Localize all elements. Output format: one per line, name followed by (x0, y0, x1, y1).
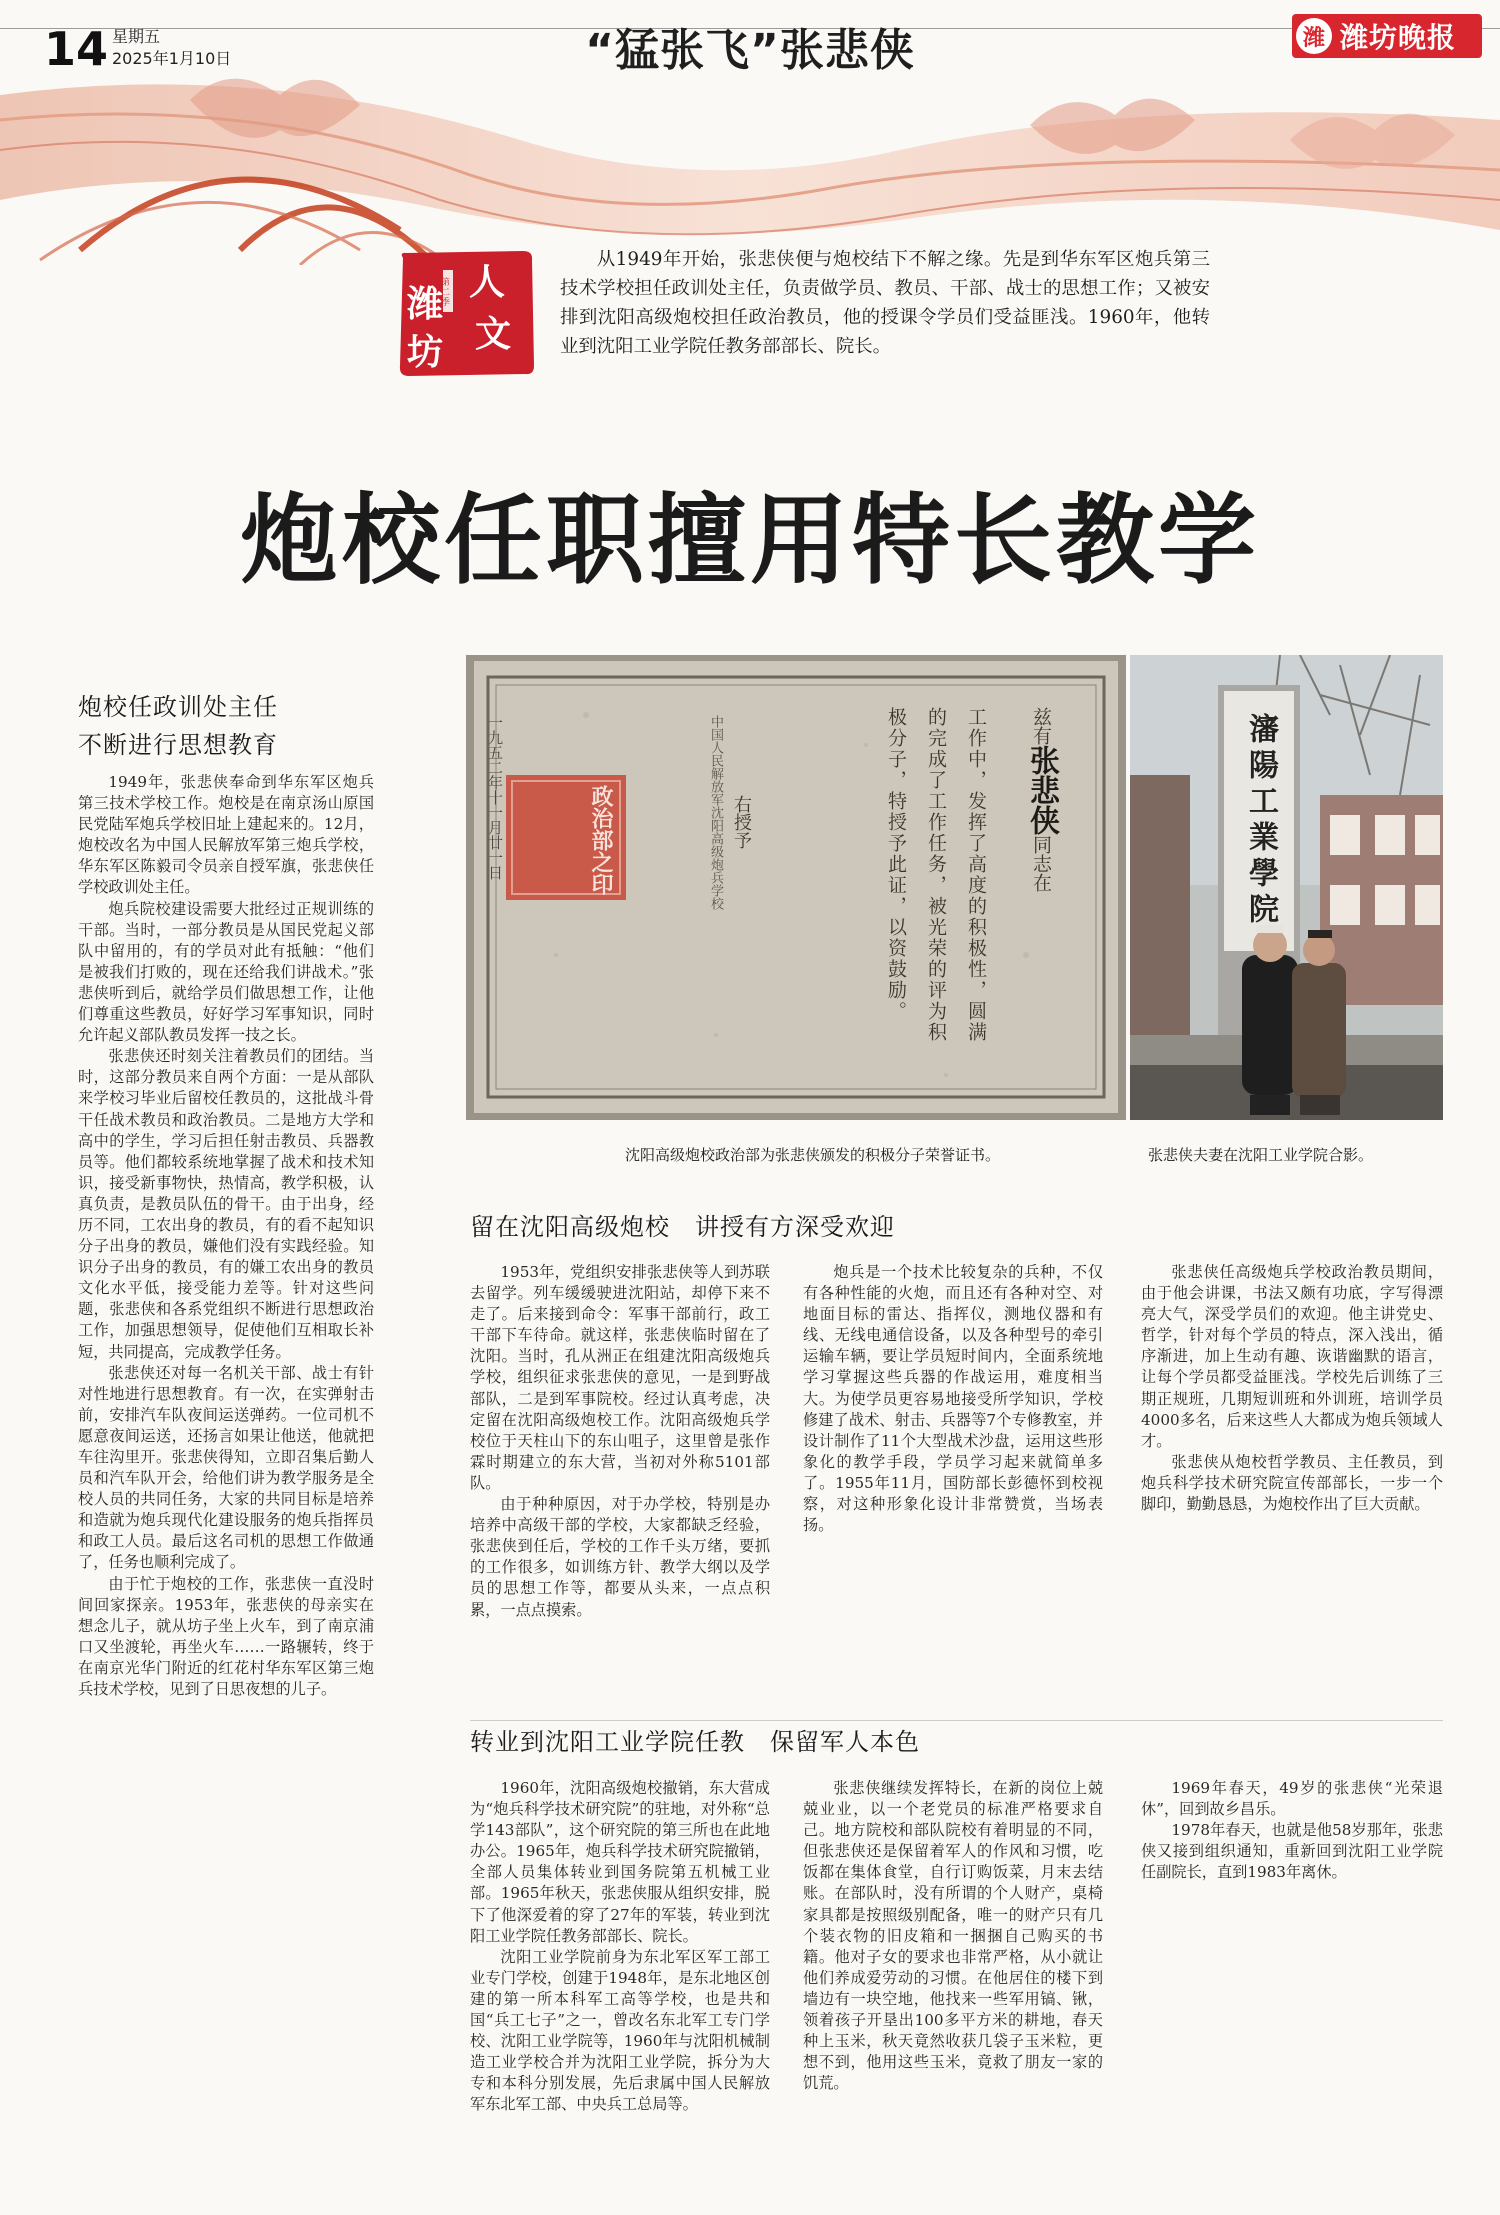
section3-col2 (803, 1778, 1103, 2193)
section3-paragraph: 沈阳工业学院前身为东北军区军工部工业专门学校，创建于1948年，是东北地区创建的第一所本科军工高等学校，也是共和国“兵工七子”之一，曾改名东北军工专门学校、沈阳工业学院等，1960年与沈阳机械制造工业学校合并为沈阳工业学院，拆分为大专和本科分别发展，先后隶属中国人民解放军东北军工部、中央兵工总局等。 (470, 1947, 770, 2114)
section1-paragraph: 由于忙于炮校的工作，张悲侠一直没时间回家探亲。1953年，张悲侠的母亲实在想念儿子，就从坊子坐上火车，到了南京浦口又坐渡轮，再坐火车……一路辗转，终于在南京光华门附近的红花村华东军区第三炮兵技术学校，见到了日思夜想的儿子。 (78, 1574, 374, 1699)
column-seal (395, 248, 537, 378)
section2-paragraph: 张悲侠从炮校哲学教员、主任教员，到炮兵科学技术研究院宣传部部长，一步一个脚印，勤勤恳恳，为炮校作出了巨大贡献。 (1141, 1452, 1443, 1514)
cert-recipient-name: 张悲侠 (1024, 745, 1059, 835)
section3-col3 (1141, 1778, 1443, 2193)
section1-paragraph: 张悲侠还对每一名机关干部、战士有针对性地进行思想教育。有一次，在实弹射击前，安排汽车队夜间运送弹药。一位司机不愿意夜间运送，还扬言如果让他送，他就把车往沟里开。张悲侠得知，立即召集后勤人员和汽车队开会，给他们讲为教学服务是全校人员的共同任务，大家的共同目标是培养和造就为炮兵现代化建设服务的炮兵指挥员和政工人员。最后这名司机的思想工作做通了，任务也顺利完成了。 (78, 1363, 374, 1572)
page-number: 14 (44, 22, 109, 76)
section2-col3 (1141, 1262, 1443, 1717)
cert-line-1: 兹有 (1030, 707, 1052, 745)
certificate-text (996, 707, 1059, 1067)
section3-paragraph: 1978年春天，也就是他58岁那年，张悲侠又接到组织通知，重新回到沈阳工业学院任副院长，直到1983年离休。 (1141, 1821, 1443, 1882)
section2-paragraph: 1953年，党组织安排张悲侠等人到苏联去留学。列车缓缓驶进沈阳站，却停下来不走了。后来接到命令：军事干部前行，政工干部下车待命。就这样，张悲侠临时留在了沈阳。当时，孔从洲正在组建沈阳高级炮兵学校，组织征求张悲侠的意见，一是到野战部队，二是到军事院校。经过认真考虑，决定留在沈阳高级炮校工作。沈阳高级炮兵学校位于天柱山下的东山咀子，这里曾是张作霖时期建立的东大营，当初对外称5101部队。 (470, 1263, 770, 1492)
series-title: “猛张飞”张悲侠 (585, 25, 915, 76)
cert-date: 一九五二年十一月廿一日 (486, 715, 504, 880)
section2-col2 (803, 1262, 1103, 1717)
main-headline: 炮校任职擅用特长教学 (239, 484, 1260, 598)
seal-char-3: 坊 (407, 331, 444, 373)
cert-line-3: 同志在 (1030, 835, 1052, 892)
weekday: 星期五 (112, 27, 161, 46)
section2-col1 (470, 1262, 770, 1717)
paper-logo (1292, 14, 1482, 58)
section3-col1 (470, 1778, 770, 2193)
couple-photo (1130, 655, 1443, 1120)
seal-char-4: 文 (475, 313, 512, 355)
section1-paragraph: 1949年，张悲侠奉命到华东军区炮兵第三技术学校工作。炮校是在南京汤山原国民党陆军炮兵学校旧址上建起来的。12月，炮校改名为中国人民解放军第三炮兵学校，华东军区陈毅司令员亲自授军旗，张悲侠任学校政训处主任。 (78, 773, 374, 897)
seal-char-1: 潍 (407, 283, 444, 325)
intro-paragraph: 从1949年开始，张悲侠便与炮校结下不解之缘。先是到华东军区炮兵第三技术学校担任政训处主任，负责做学员、教员、干部、战士的思想工作；又被安排到沈阳高级炮校担任政治教员，他的授课令学员们受益匪浅。1960年，他转业到沈阳工业学院任教务部部长、院长。 (560, 249, 1210, 357)
section2-title: 留在沈阳高级炮校 讲授有方深受欢迎 (470, 1213, 895, 1241)
section1-title-line2: 不断进行思想教育 (78, 731, 278, 759)
section3-paragraph: 1969年春天，49岁的张悲侠“光荣退休”，回到故乡昌乐。 (1141, 1779, 1443, 1819)
section2-paragraph: 张悲侠任高级炮兵学校政治教员期间，由于他会讲课，书法又颇有功底，字写得漂亮大气，深受学员们的欢迎。他主讲党史、哲学，针对每个学员的特点，深入浅出，循序渐进，加上生动有趣、诙谐幽默的语言，让每个学员都受益匪浅。学校先后训练了三期正规班，几期短训班和外训班，培训学员4000多名，后来这些人大都成为炮兵领域人才。 (1141, 1263, 1443, 1450)
section-divider (470, 1720, 1443, 1721)
section3-paragraph: 1960年，沈阳高级炮校撤销，东大营成为“炮兵科学技术研究院”的驻地，对外称“总学143部队”，这个研究院的第三所也在此地办公。1965年，炮兵科学技术研究院撤销，全部人员集体转业到国务院第五机械工业部。1965年秋天，张悲侠服从组织安排，脱下了他深爱着的穿了27年的军装，转业到沈阳工业学院任教务部部长、院长。 (470, 1779, 770, 1945)
section2-paragraph: 炮兵是一个技术比较复杂的兵种，不仅有各种性能的火炮，而且还有各种对空、对地面目标的雷达、指挥仪，测地仪器和有线、无线电通信设备，以及各种型号的牵引运输车辆，要让学员短时间内，全面系统地学习掌握这些兵器的作战运用，难度相当大。为使学员更容易地接受所学知识，学校修建了战术、射击、兵器等7个专修教室，并设计制作了11个大型战术沙盘，运用这些形象化的教学手段，学员学习起来就简单多了。1955年11月，国防部长彭德怀到校视察，对这种形象化设计非常赞赏，当场表扬。 (803, 1263, 1103, 1535)
section1-title (78, 688, 278, 764)
section2-paragraph: 由于种种原因，对于办学校，特别是办培养中高级干部的学校，大家都缺乏经验，张悲侠到任后，学校的工作千头万绪，要抓的工作很多，如训练方针、教学大纲以及学员的思想工作等，都要从头来，一点点积累，一点点摸索。 (470, 1495, 770, 1619)
cert-body: 工作中，发挥了高度的积极性，圆满的完成了工作任务，被光荣的评为积极分子，特授予此证，以资鼓励。 (885, 707, 987, 1043)
section3-paragraph: 张悲侠继续发挥特长，在新的岗位上兢兢业业，以一个老党员的标准严格要求自己。地方院校和部队院校有着明显的不同，但张悲侠还是保留着军人的作风和习惯，吃饭都在集体食堂，自行订购饭菜，月末去结账。在部队时，没有所谓的个人财产，桌椅家具都是按照级别配备，唯一的财产只有几个装衣物的旧皮箱和一捆捆自己购买的书籍。他对子女的要求也非常严格，从小就让他们养成爱劳动的习惯。在他居住的楼下到墙边有一块空地，他找来一些军用镐、锹，领着孩子开垦出100多平方米的耕地，春天种上玉米，秋天竟然收获几袋子玉米粒，更想不到，他用这些玉米，竟救了朋友一家的饥荒。 (803, 1779, 1103, 2093)
header-band (0, 0, 1500, 265)
column-seal-text (395, 248, 537, 378)
section1-body (78, 772, 374, 2192)
section1-paragraph: 张悲侠还时刻关注着教员们的团结。当时，这部分教员来自两个方面：一是从部队来学校习毕业后留校任教员的，这批战斗骨干任战术教员和政治教员。二是地方大学和高中的学生，学习后担任射击教员、兵器教员等。他们都较系统地掌握了战术和技术知识，接受新事物快，热情高，教学积极，认真负责，是教员队伍的骨干。由于出身，经历不同，工农出身的教员，有的看不起知识分子出身的教员，嫌他们没有实践经验。知识分子出身的教员，有的嫌工农出身的教员文化水平低，接受能力差等。针对这些问题，张悲侠和各系党组织不断进行思想政治工作，加强思想领导，促使他们互相取长补短，共同提高，完成教学任务。 (78, 1047, 374, 1361)
section3-title: 转业到沈阳工业学院任教 保留军人本色 (470, 1728, 920, 1756)
seal-edition: 第二季 (441, 278, 451, 308)
seal-char-2: 人 (469, 261, 506, 303)
certificate-image (466, 655, 1126, 1120)
photo-caption: 张悲侠夫妻在沈阳工业学院合影。 (1148, 1146, 1374, 1164)
couple-photo-scene (1130, 655, 1443, 1120)
paper-name: 潍坊晚报 (1340, 21, 1457, 54)
certificate-caption: 沈阳高级炮校政治部为张悲侠颁发的积极分子荣誉证书。 (625, 1146, 1001, 1164)
issue-date: 2025年1月10日 (112, 49, 232, 68)
cert-seal: 政治部之印 (588, 785, 614, 895)
paper-logo-icon: 潍 (1296, 18, 1332, 54)
gate-sign: 瀋陽工業學院 (1243, 713, 1278, 929)
section1-title-line1: 炮校任政训处主任 (78, 693, 278, 721)
cert-issuer: 中国人民解放军沈阳高级炮兵学校 (708, 715, 723, 910)
cert-grant-line: 右授予 (731, 795, 752, 849)
section1-paragraph: 炮兵院校建设需要大批经过正规训练的干部。当时，一部分教员是从国民党起义部队中留用的，有的学员对此有抵触：“他们是被我们打败的，现在还给我们讲战术。”张悲侠听到后，就给学员们做思想工作，让他们尊重这些教员，好好学习军事知识，同时允许起义部队教员发挥一技之长。 (78, 899, 374, 1045)
